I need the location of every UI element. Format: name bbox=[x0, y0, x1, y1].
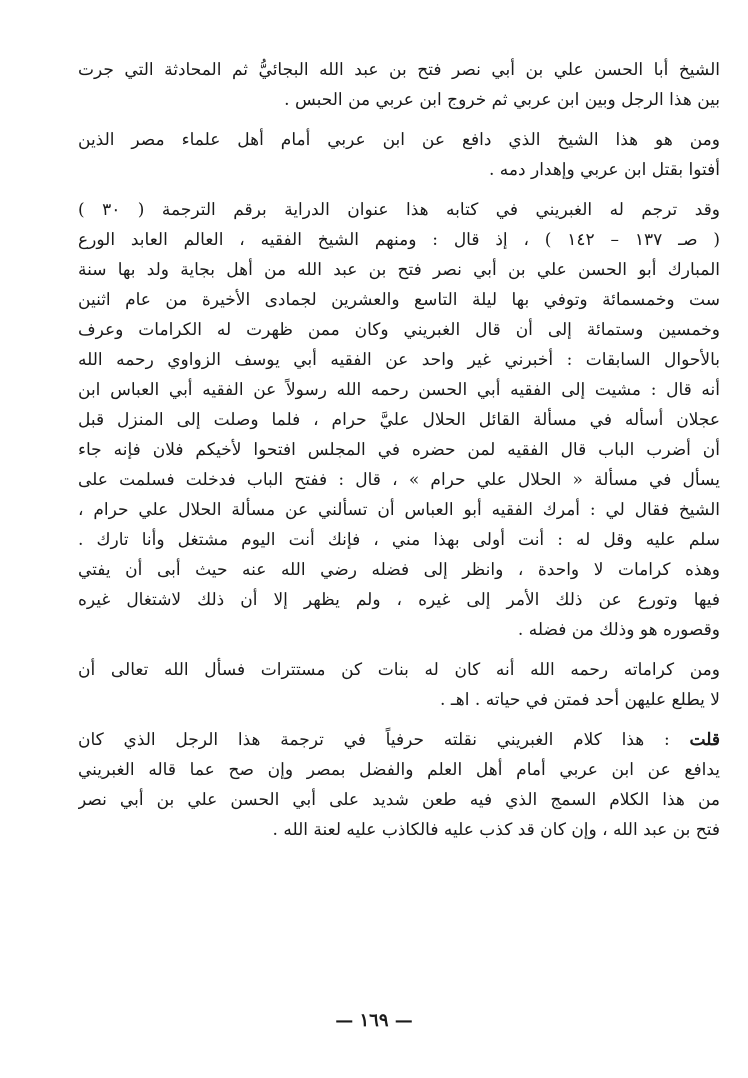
text-line: وهذه كرامات لا واحدة ، وانظر إلى فضله رضي الله عنه حيث أبى أن يفتي bbox=[78, 560, 720, 580]
text-line: المبارك أبو الحسن علي بن أبي نصر فتح بن عبد الله من أهل بجاية ولد بها سنة bbox=[78, 260, 720, 280]
text-line: ومن كراماته رحمه الله أنه كان له بنات كن مستترات فسأل الله تعالى أن bbox=[78, 660, 720, 680]
text-line: فيها وتورع عن ذلك الأمر إلى غيره ، ولم يظهر إلا أن ذلك لاشتغال غيره bbox=[78, 590, 720, 610]
page-number: — ١٦٩ — bbox=[335, 1010, 413, 1031]
text-line: وقصوره هو وذلك من فضله . bbox=[517, 620, 720, 640]
paragraph-3 bbox=[78, 196, 720, 646]
text-fragment: : هذا كلام الغبريني نقلته حرفياً في ترجمة هذا الرجل الذي كان bbox=[78, 730, 670, 750]
text-line: يدافع عن ابن عربي أمام أهل العلم والفضل بمصر وإن صح عما قاله الغبريني bbox=[78, 760, 720, 780]
page-body bbox=[78, 56, 720, 846]
text-line: أن أضرب الباب قال الفقيه لمن حضره في المجلس افتحوا لأخيكم فلان فإنه جاء bbox=[78, 440, 720, 460]
text-line: ( صـ ١٣٧ – ١٤٢ ) ، إذ قال : ومنهم الشيخ الفقيه ، العالم العابد الورع bbox=[78, 230, 720, 250]
text-line: لا يطلع عليهن أحد فمتن في حياته . اهـ . bbox=[440, 690, 720, 710]
text-line: بالأحوال السابقات : أخبرني غير واحد عن الفقيه أبي يوسف الزواوي رحمه الله bbox=[78, 350, 720, 370]
text-line: ومن هو هذا الشيخ الذي دافع عن ابن عربي أمام أهل علماء مصر الذين bbox=[78, 130, 720, 150]
text-line-with-lead bbox=[78, 726, 720, 756]
paragraph-1 bbox=[78, 56, 720, 116]
text-line: فتح بن عبد الله ، وإن كان قد كذب عليه فالكاذب عليه لعنة الله . bbox=[272, 820, 720, 840]
text-line: سلم عليه وقل له : أنت أولى بهذا مني ، فإنك أنت اليوم مشتغل وأنا تارك . bbox=[78, 530, 720, 550]
text-line: أفتوا بقتل ابن عربي وإهدار دمه . bbox=[488, 160, 720, 180]
paragraph-4 bbox=[78, 656, 720, 716]
paragraph-2 bbox=[78, 126, 720, 186]
text-line: بين هذا الرجل وبين ابن عربي ثم خروج ابن عربي من الحبس . bbox=[284, 90, 720, 110]
text-line: الشيخ فقال لي : أمرك الفقيه أبو العباس أن تسألني عن مسألة الحلال علي حرام ، bbox=[78, 500, 720, 520]
text-line: وقد ترجم له الغبريني في كتابه هذا عنوان الدراية برقم الترجمة ( ٣٠ ) bbox=[78, 200, 720, 220]
text-line: الشيخ أبا الحسن علي بن أبي نصر فتح بن عبد الله البجائيُّ ثم المحادثة التي جرت bbox=[78, 60, 720, 80]
text-line: يسأل في مسألة « الحلال علي حرام » ، قال : ففتح الباب فدخلت فسلمت على bbox=[78, 470, 720, 490]
paragraph-5 bbox=[78, 726, 720, 846]
text-line: وخمسين وستمائة إلى أن قال الغبريني وكان ممن ظهرت له الكرامات وعرف bbox=[78, 320, 720, 340]
text-line: ست وخمسمائة وتوفي بها ليلة التاسع والعشرين لجمادى الأخيرة من عام اثنين bbox=[78, 290, 720, 310]
text-line: أنه قال : مشيت إلى الفقيه أبي الحسن رحمه الله رسولاً عن الفقيه أبي العباس ابن bbox=[78, 380, 720, 400]
text-line: من هذا الكلام السمج الذي فيه طعن شديد على أبي الحسن علي بن أبي نصر bbox=[78, 790, 720, 810]
text-line: عجلان أسأله في مسألة القائل الحلال عليَّ حرام ، فلما وصلت إلى المنزل قبل bbox=[78, 410, 720, 430]
lead-word: قلت bbox=[689, 730, 720, 750]
